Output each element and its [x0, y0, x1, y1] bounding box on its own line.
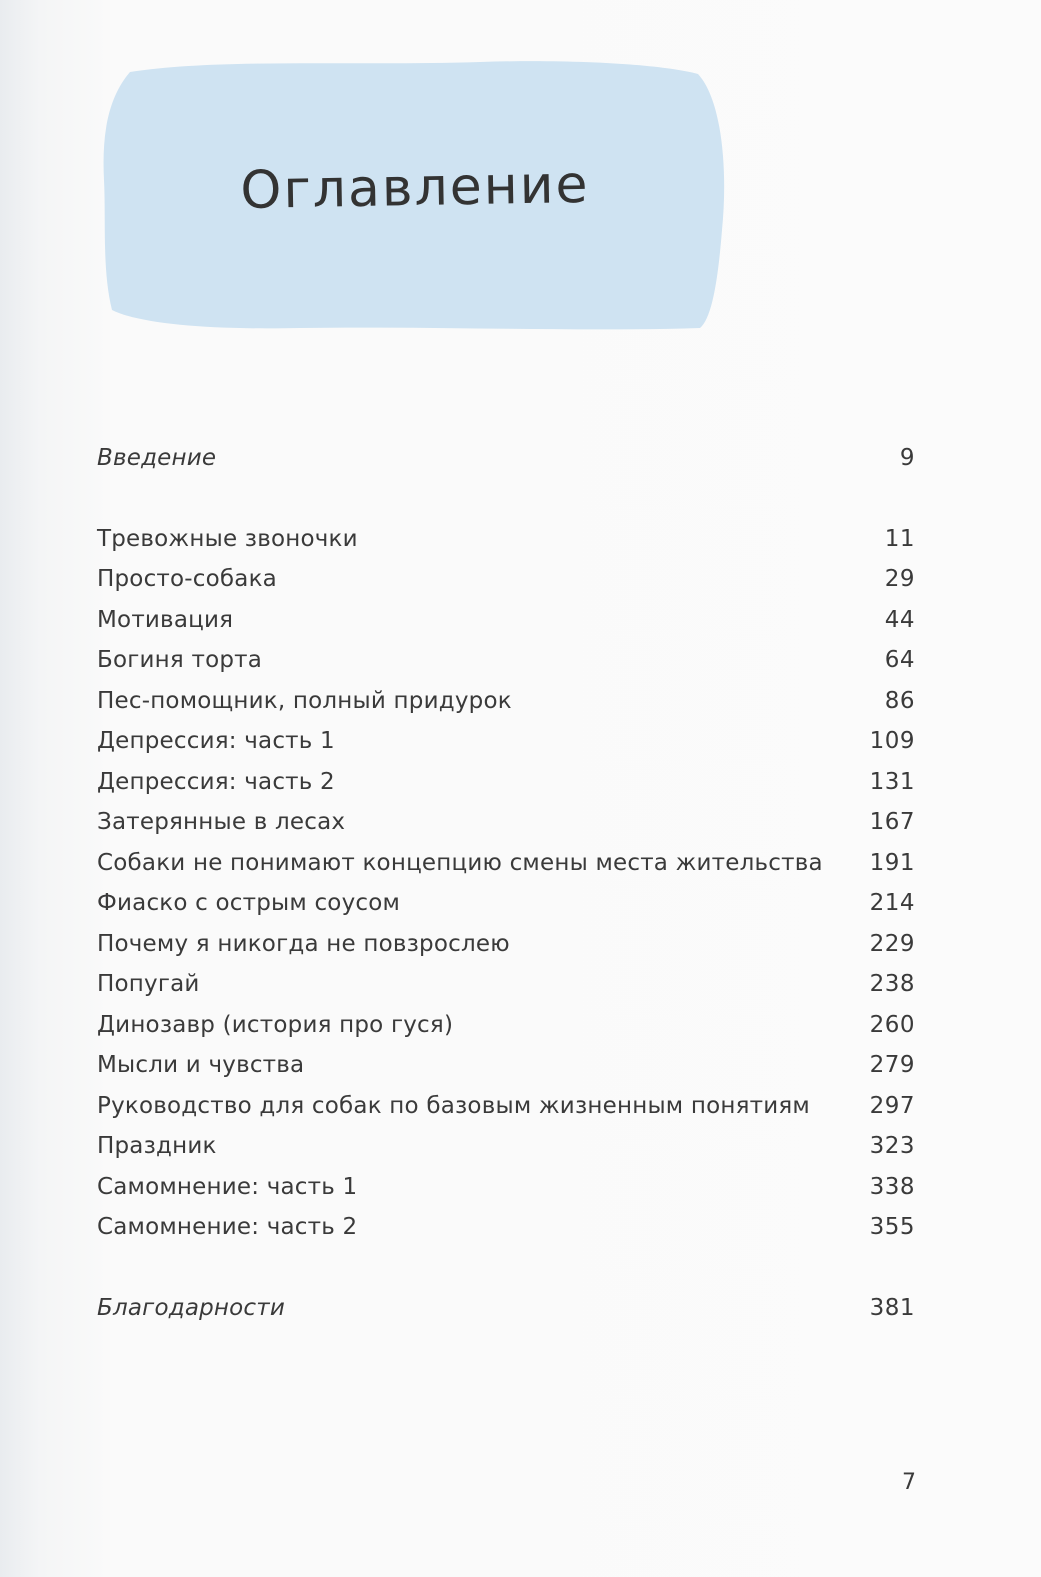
toc-entry-intro[interactable]	[97, 445, 915, 486]
toc-entry[interactable]	[97, 728, 915, 769]
toc-entry-page: 229	[869, 930, 915, 957]
toc-entry[interactable]	[97, 850, 915, 891]
toc-entry-title: Собаки не понимают концепцию смены места жительства	[97, 849, 823, 876]
toc-entry[interactable]	[97, 931, 915, 972]
toc-entry[interactable]	[97, 1214, 915, 1255]
toc-entry-page: 214	[869, 890, 915, 916]
toc-entry-title: Просто-собака	[97, 566, 277, 592]
toc-entry-title: Динозавр (история про гуся)	[97, 1011, 454, 1038]
toc-entry[interactable]	[97, 647, 915, 688]
toc-chapter-list	[97, 526, 915, 1255]
toc-entry[interactable]	[97, 1133, 915, 1174]
toc-entry[interactable]	[97, 1012, 915, 1053]
toc-entry-page: 191	[869, 849, 915, 876]
toc-entry[interactable]	[97, 526, 915, 567]
toc-entry-title: Почему я никогда не повзрослею	[97, 930, 510, 957]
toc-entry-title: Затерянные в лесах	[97, 809, 346, 835]
toc-entry-title: Депрессия: часть 2	[97, 768, 335, 795]
toc-entry-page: 279	[869, 1052, 915, 1078]
toc-entry-page: 167	[869, 809, 915, 835]
toc-entry[interactable]	[97, 1052, 915, 1093]
section-gap	[97, 486, 915, 526]
table-of-contents	[97, 445, 915, 1335]
toc-entry[interactable]	[97, 607, 915, 648]
toc-entry[interactable]	[97, 1174, 915, 1215]
toc-entry-page: 355	[869, 1214, 915, 1240]
section-gap	[97, 1255, 915, 1295]
toc-entry-page: 381	[869, 1294, 915, 1321]
toc-entry-page: 238	[869, 971, 915, 997]
toc-entry-title: Введение	[97, 445, 217, 471]
toc-entry-page: 11	[884, 525, 915, 552]
toc-entry-title: Депрессия: часть 1	[97, 728, 335, 754]
toc-entry-title: Богиня торта	[97, 647, 263, 673]
toc-entry-title: Пес-помощник, полный придурок	[97, 687, 512, 714]
toc-entry-page: 297	[869, 1092, 915, 1119]
toc-entry-page: 64	[884, 647, 915, 673]
toc-entry-title: Руководство для собак по базовым жизненным понятиям	[97, 1092, 810, 1119]
toc-entry-title: Мотивация	[97, 606, 234, 633]
toc-entry-title: Мысли и чувства	[97, 1052, 305, 1078]
toc-entry-page: 29	[884, 566, 915, 592]
title-banner	[100, 40, 730, 335]
toc-entry-title: Самомнение: часть 2	[97, 1214, 358, 1240]
toc-entry-title: Тревожные звоночки	[97, 525, 358, 552]
toc-entry-page: 109	[869, 728, 915, 754]
page-title: Оглавление	[239, 154, 590, 222]
toc-entry-page: 86	[884, 687, 915, 714]
page-number: 7	[902, 1470, 916, 1495]
toc-entry-page: 131	[869, 768, 915, 795]
toc-entry-title: Фиаско с острым соусом	[97, 890, 401, 916]
toc-entry[interactable]	[97, 566, 915, 607]
toc-entry[interactable]	[97, 809, 915, 850]
toc-entry-title: Праздник	[97, 1133, 217, 1159]
toc-entry-page: 323	[869, 1133, 915, 1159]
toc-entry-page: 9	[899, 445, 915, 471]
toc-entry-page: 44	[884, 606, 915, 633]
toc-entry-title: Самомнение: часть 1	[97, 1173, 358, 1200]
toc-entry-title: Попугай	[97, 971, 200, 997]
toc-entry-page: 338	[869, 1173, 915, 1200]
toc-entry-page: 260	[869, 1011, 915, 1038]
toc-entry[interactable]	[97, 769, 915, 810]
toc-entry[interactable]	[97, 890, 915, 931]
toc-entry[interactable]	[97, 1093, 915, 1134]
toc-entry[interactable]	[97, 971, 915, 1012]
toc-entry-title: Благодарности	[97, 1294, 286, 1321]
toc-entry-acknowledgements[interactable]	[97, 1295, 915, 1336]
toc-entry[interactable]	[97, 688, 915, 729]
